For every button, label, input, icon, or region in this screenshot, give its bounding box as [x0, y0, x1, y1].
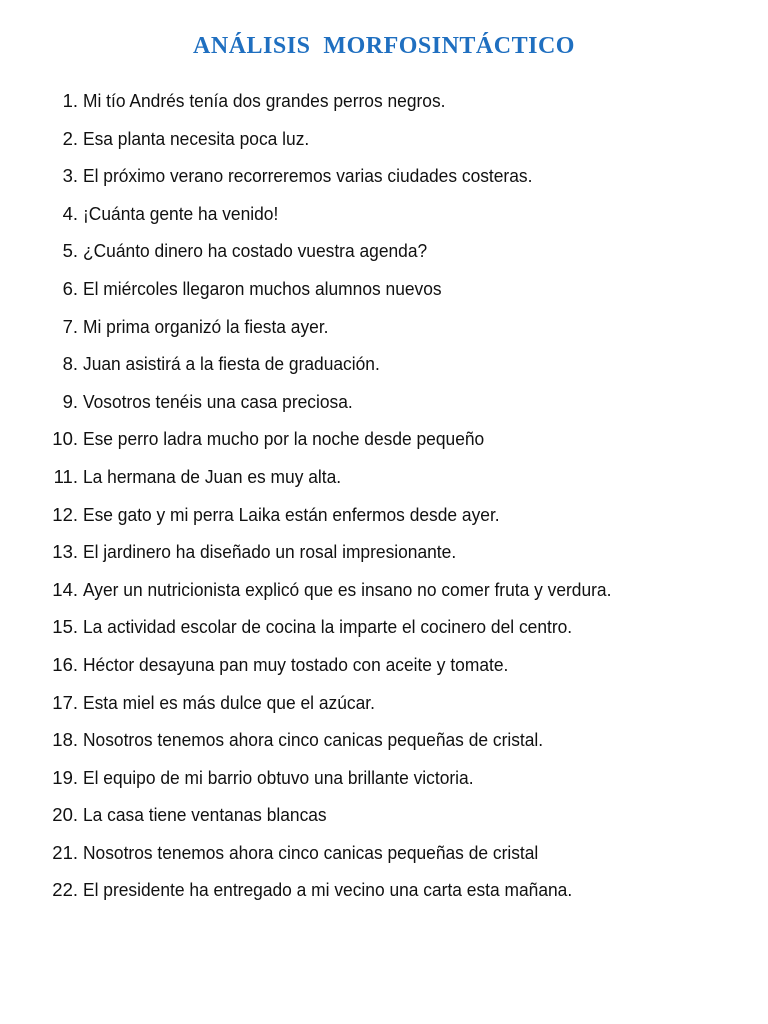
item-sentence: Mi tío Andrés tenía dos grandes perros negros. — [83, 90, 446, 111]
item-number: 14. — [52, 578, 78, 600]
list-item — [0, 462, 768, 500]
list-item — [0, 575, 768, 613]
item-sentence: El jardinero ha diseñado un rosal impresionante. — [83, 541, 457, 563]
list-item — [0, 86, 768, 124]
list-item — [0, 161, 768, 199]
item-number: 8. — [62, 353, 78, 375]
item-number: 13. — [52, 541, 78, 563]
item-sentence: La hermana de Juan es muy alta. — [83, 465, 342, 487]
item-sentence: El miércoles llegaron muchos alumnos nuevos — [83, 277, 442, 299]
document-title: ANÁLISIS MORFOSINTÁCTICO — [193, 33, 575, 59]
item-sentence: Mi prima organizó la fiesta ayer. — [83, 315, 329, 337]
item-number: 15. — [52, 616, 78, 638]
item-number: 5. — [62, 240, 78, 262]
list-item — [0, 199, 768, 237]
item-number: 3. — [62, 165, 78, 187]
item-sentence: La casa tiene ventanas blancas — [83, 804, 327, 826]
item-number: 2. — [62, 127, 78, 149]
list-item — [0, 763, 768, 801]
item-number: 17. — [52, 691, 78, 713]
item-sentence: Ese perro ladra mucho por la noche desde pequeño — [83, 428, 485, 450]
item-number: 12. — [52, 503, 78, 525]
item-sentence: Esa planta necesita poca luz. — [83, 127, 310, 149]
item-sentence: Esta miel es más dulce que el azúcar. — [83, 691, 375, 713]
list-item — [0, 537, 768, 575]
item-sentence: La actividad escolar de cocina la imparte el cocinero del centro. — [83, 616, 573, 638]
list-item — [0, 124, 768, 162]
item-number: 11. — [53, 465, 78, 487]
item-number: 22. — [52, 879, 78, 901]
list-item — [0, 387, 768, 425]
item-number: 18. — [52, 729, 78, 751]
list-item — [0, 312, 768, 350]
item-number: 7. — [62, 315, 78, 337]
list-item — [0, 274, 768, 312]
list-item — [0, 612, 768, 650]
item-sentence: El presidente ha entregado a mi vecino una carta esta mañana. — [83, 879, 573, 901]
item-number: 10. — [52, 428, 78, 450]
item-sentence: El próximo verano recorreremos varias ciudades costeras. — [83, 165, 533, 187]
item-sentence: Juan asistirá a la fiesta de graduación. — [83, 353, 380, 375]
list-item — [0, 800, 768, 838]
list-item — [0, 650, 768, 688]
item-number: 6. — [62, 277, 78, 299]
list-item — [0, 875, 768, 913]
list-item — [0, 725, 768, 763]
item-number: 9. — [62, 390, 78, 412]
item-sentence: ¿Cuánto dinero ha costado vuestra agenda? — [83, 240, 428, 262]
item-sentence: ¡Cuánta gente ha venido! — [83, 202, 279, 224]
list-item — [0, 838, 768, 876]
item-sentence: Héctor desayuna pan muy tostado con aceite y tomate. — [83, 653, 509, 675]
list-item — [0, 236, 768, 274]
item-sentence: Ayer un nutricionista explicó que es insano no comer fruta y verdura. — [83, 578, 612, 600]
item-number: 4. — [62, 202, 78, 224]
item-sentence: El equipo de mi barrio obtuvo una brillante victoria. — [83, 766, 474, 788]
item-number: 19. — [52, 766, 78, 788]
item-number: 20. — [52, 804, 78, 826]
list-item — [0, 349, 768, 387]
list-item — [0, 424, 768, 462]
list-item — [0, 500, 768, 538]
item-sentence: Nosotros tenemos ahora cinco canicas pequeñas de cristal — [83, 841, 539, 863]
sentence-list — [0, 86, 768, 913]
list-item — [0, 688, 768, 726]
item-sentence: Ese gato y mi perra Laika están enfermos desde ayer. — [83, 503, 500, 525]
item-number: 16. — [52, 653, 78, 675]
item-sentence: Vosotros tenéis una casa preciosa. — [83, 390, 353, 412]
item-number: 1. — [62, 90, 78, 111]
item-sentence: Nosotros tenemos ahora cinco canicas pequeñas de cristal. — [83, 729, 544, 751]
item-number: 21. — [52, 841, 78, 863]
